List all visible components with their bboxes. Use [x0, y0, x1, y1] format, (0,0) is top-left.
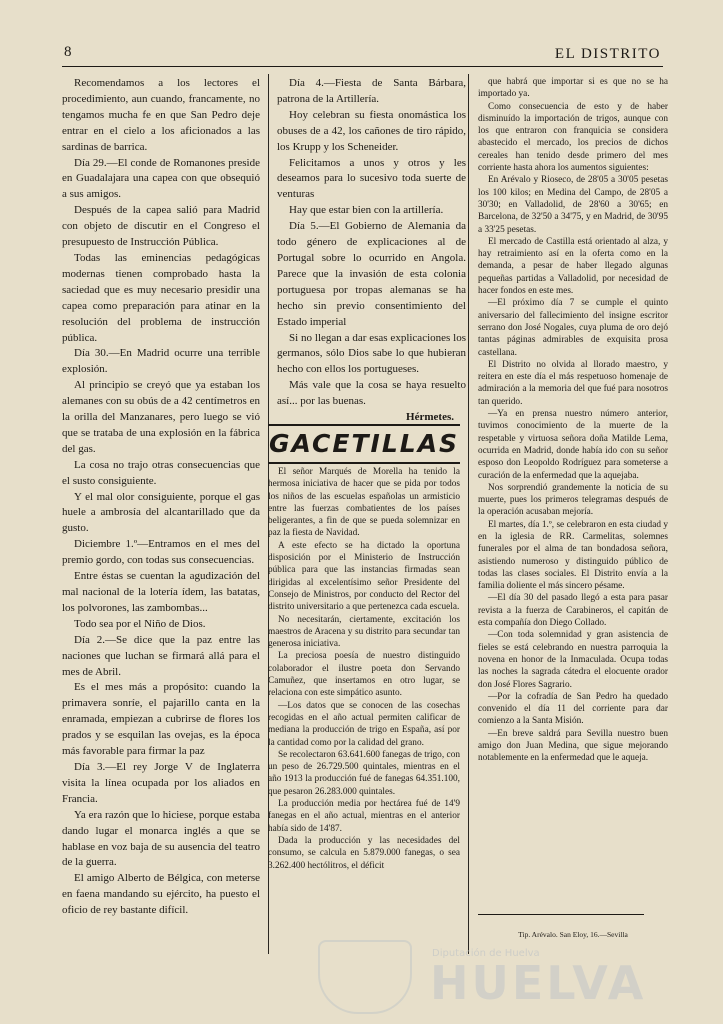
paragraph: Todas las eminencias pedagógicas modernas tienen comprobado hasta la saciedad que es muy necesario presidir una capea como preparación para atinar en la resolución del problema de instrucción pública. — [62, 251, 260, 344]
watermark-shield-icon — [318, 940, 412, 1014]
paragraph: Y el mal olor consiguiente, porque el gas huele a ambrosía del alcantarillado que da gusto. — [62, 490, 260, 535]
paragraph: El martes, día 1.º, se celebraron en esta ciudad y en la iglesia de RR. Carmelitas, solemnes funerales por el alma de tan bondadosa señora, asistiendo numeroso y distinguido público de todas las clases sociales. El Distrito envía a la familia doliente el más sincero pésame. — [478, 519, 668, 592]
footer-rule — [478, 914, 644, 915]
paragraph: —En breve saldrá para Sevilla nuestro buen amigo don Juan Medina, que sigue mejorando notablemente en la enfermedad que le aqueja. — [478, 728, 668, 764]
paragraph: Día 2.—Se dice que la paz entre las naciones que luchan se firmará allá para el mes de Abril. — [62, 633, 260, 678]
paragraph: Día 29.—El conde de Romanones preside en Guadalajara una capea con que obsequió a sus amigos. — [62, 156, 260, 201]
header-rule — [62, 66, 663, 67]
paragraph: Hoy celebran su fiesta onomástica los obuses de a 42, los cañones de tiro rápido, los Krupp y los Scheneider. — [277, 108, 466, 153]
printer-imprint: Tip. Arévalo. San Eloy, 16.—Sevilla — [518, 930, 628, 939]
paragraph: Ya era razón que lo hiciese, porque estaba dando lugar el monarca inglés a que se hablase en voz baja de su ausencia del teatro de la guerra. — [62, 808, 260, 869]
paragraph: Hay que estar bien con la artillería. — [289, 204, 444, 217]
paragraph: que habrá que importar si es que no se ha importado ya. — [478, 77, 668, 100]
paragraph: El mercado de Castilla está orientado al alza, y hay retraimiento así en la oferta como en la demanda, a pesar de haber llegado algunas pequeñas partidas a Valladolid, por necesidad de hacer fondos en este mes. — [478, 236, 668, 297]
paragraph: Nos sorprendió grandemente la noticia de su muerte, pues los primeros telegramas después de la operación acusaban mejoría. — [478, 482, 668, 518]
paragraph: —Los datos que se conocen de las cosechas recogidas en el año actual permiten calificar de mediana la producción de trigo en España, así por la cantidad como por la calidad del grano. — [268, 700, 460, 748]
paragraph: El señor Marqués de Morella ha tenido la hermosa iniciativa de hacer que se pida por todos los niños de las escuelas españolas un armisticio entre las fuerzas combatientes de los países beligerantes, a fin de que se pueda solemnizar en paz la fiesta de Navidad. — [268, 467, 460, 539]
newspaper-title: EL DISTRITO — [554, 46, 661, 62]
paragraph: Felicitamos a unos y otros y les deseamos para lo sucesivo toda suerte de venturas — [277, 156, 466, 201]
paragraph: En Arévalo y Rioseco, de 28'05 a 30'05 pesetas los 100 kilos; en Medina del Campo, de 28'05 a 30'30; en Valladolid, de 28'60 a 30'65; en Barcelona, de 32'50 a 34'75, y en Madrid, de 30'95 a 33'25 pesetas. — [478, 175, 668, 235]
paragraph: Entre éstas se cuentan la agudización del mal nacional de la lotería ídem, las batatas, los polvorones, las zambombas... — [62, 570, 260, 614]
page-number: 8 — [64, 44, 72, 60]
paragraph: La producción media por hectárea fué de 14'9 fanegas en el año actual, mientras en el anterior había sido de 14'87. — [268, 799, 460, 834]
paragraph: El amigo Alberto de Bélgica, con meterse en faena mandando su ejército, ha puesto el oficio de rey bastante difícil. — [62, 872, 260, 917]
paragraph: Después de la capea salió para Madrid con objeto de discutir en el Congreso el presupuesto de Instrucción Pública. — [62, 204, 260, 249]
paragraph: El Distrito no olvida al llorado maestro, y reitera en este día el más respetuoso homenaje de admiración a la memoria del que fué para nosotros tan querido. — [478, 359, 668, 407]
paragraph: —Con toda solemnidad y gran asistencia de fieles se está celebrando en nuestra parroquia la novena en honor de la Inmaculada. Ocupa todas las noches la sagrada cátedra el elocuente orador don José Flores Sagrario. — [478, 630, 668, 690]
paragraph: —El día 30 del pasado llegó a esta para pasar revista a la fuerza de Carabineros, el capitán de esta compañía don Diego Collado. — [478, 593, 668, 629]
paragraph: Día 30.—En Madrid ocurre una terrible explosión. — [62, 347, 260, 376]
paragraph: A este efecto se ha dictado la oportuna disposición por el Ministerio de Instrucción pública para que las instancias firmadas sean dirigidas al excelentísimo señor Presidente del Consejo de Ministros, por conducto del Rector del distrito universitario a que pertenezca cada escuela. — [268, 540, 460, 613]
column-right — [478, 76, 668, 765]
column-left — [62, 76, 260, 919]
paragraph: Día 5.—El Gobierno de Alemania da todo género de explicaciones al de Portugal sobre lo ocurrido en Angola. Parece que la invasión de esta colonia portuguesa por tropas alemanas se ha hecho sin previo consentimiento del Estado imperial — [277, 220, 466, 328]
watermark-logo: HUELVA — [430, 956, 647, 1010]
paragraph: La cosa no trajo otras consecuencias que el susto consiguiente. — [62, 458, 260, 487]
paragraph: Día 3.—El rey Jorge V de Inglaterra visita la línea ocupada por los aliados en Francia. — [62, 760, 260, 805]
paragraph: Día 4.—Fiesta de Santa Bárbara, patrona de la Artillería. — [277, 77, 466, 105]
paragraph: —Ya en prensa nuestro número anterior, tuvimos conocimiento de la muerte de la respetable y virtuosa señora doña Matilde Lema, ocurrida en Madrid, donde había ido con su señor esposo don Leopoldo Rodríguez para someterse a curación de la enfermedad que la aquejaba. — [478, 409, 668, 481]
paragraph: Es el mes más a propósito: cuando la primavera sonríe, el pajarillo canta en la enramada, empiezan a cubrirse de flores los prados y se esquilan las ovejas, es la época más favorable para firmar la paz — [62, 681, 260, 758]
author-signature: Hérmetes. — [406, 411, 454, 424]
paragraph: Dada la producción y las necesidades del consumo, se calcula en 5.879.000 fanegas, o sea 3.262.400 hectólitros, el déficit — [268, 835, 460, 871]
paragraph: —Por la cofradía de San Pedro ha quedado convenido el día 11 del corriente para dar comienzo a la Santa Misión. — [478, 691, 668, 727]
paragraph: No necesitarán, ciertamente, excitación los maestros de Aracena y su distrito para secundar tan generosa iniciativa. — [268, 614, 460, 650]
paragraph: Más vale que la cosa se haya resuelto así... por las buenas. — [277, 379, 466, 408]
paragraph: Como consecuencia de esto y de haber disminuído la importación de trigos, aunque con los que entraron con franquicia se considera abastecido el mercado, los precios de dichos cereales han tenido desde primero del mes corriente hasta ahora los aumentos siguientes: — [478, 101, 668, 174]
paragraph: Diciembre 1.º—Entramos en el mes del premio gordo, con todas sus consecuencias. — [62, 538, 260, 567]
paragraph: Todo sea por el Niño de Dios. — [74, 617, 206, 630]
paragraph: Se recolectaron 63.641.600 fanegas de trigo, con un peso de 26.729.500 quintales, mientras en el año 1913 la producción fué de fanegas 64.351.100, que pesaron 26.283.000 quintales. — [268, 749, 460, 797]
paragraph: Recomendamos a los lectores el procedimiento, aun cuando, francamente, no tengamos mucha fe en que San Pedro deje entrar en el cielo a los aficionados a las sardinas de barrica. — [62, 77, 260, 153]
column-divider — [468, 74, 469, 954]
paragraph: La preciosa poesía de nuestro distinguido colaborador el ilustre poeta don Servando Camuñez, que insertamos en otro lugar, se relaciona con este simpático asunto. — [268, 651, 460, 699]
column-middle-bottom — [268, 466, 460, 872]
paragraph: Si no llegan a dar esas explicaciones los germanos, sólo Dios sabe lo que hubieran hecho con ellos los portugueses. — [277, 331, 466, 376]
paragraph: —El próximo día 7 se cumple el quinto aniversario del fallecimiento del insigne escritor serrano don José Nogales, cuya pluma de oro dejó tantas páginas admirables de exquisita prosa castellana. — [478, 298, 668, 358]
section-title: GACETILLAS — [268, 429, 460, 458]
watermark-caption: Diputación de Huelva — [432, 948, 540, 959]
paragraph: Al principio se creyó que ya estaban los alemanes con su obús de a 42 centímetros en la orilla del Manzanares, pero luego se vió que se trataba de una explosión en la fábrica del gas. — [62, 379, 260, 455]
section-header-box — [268, 424, 460, 464]
column-middle-top — [277, 76, 466, 426]
